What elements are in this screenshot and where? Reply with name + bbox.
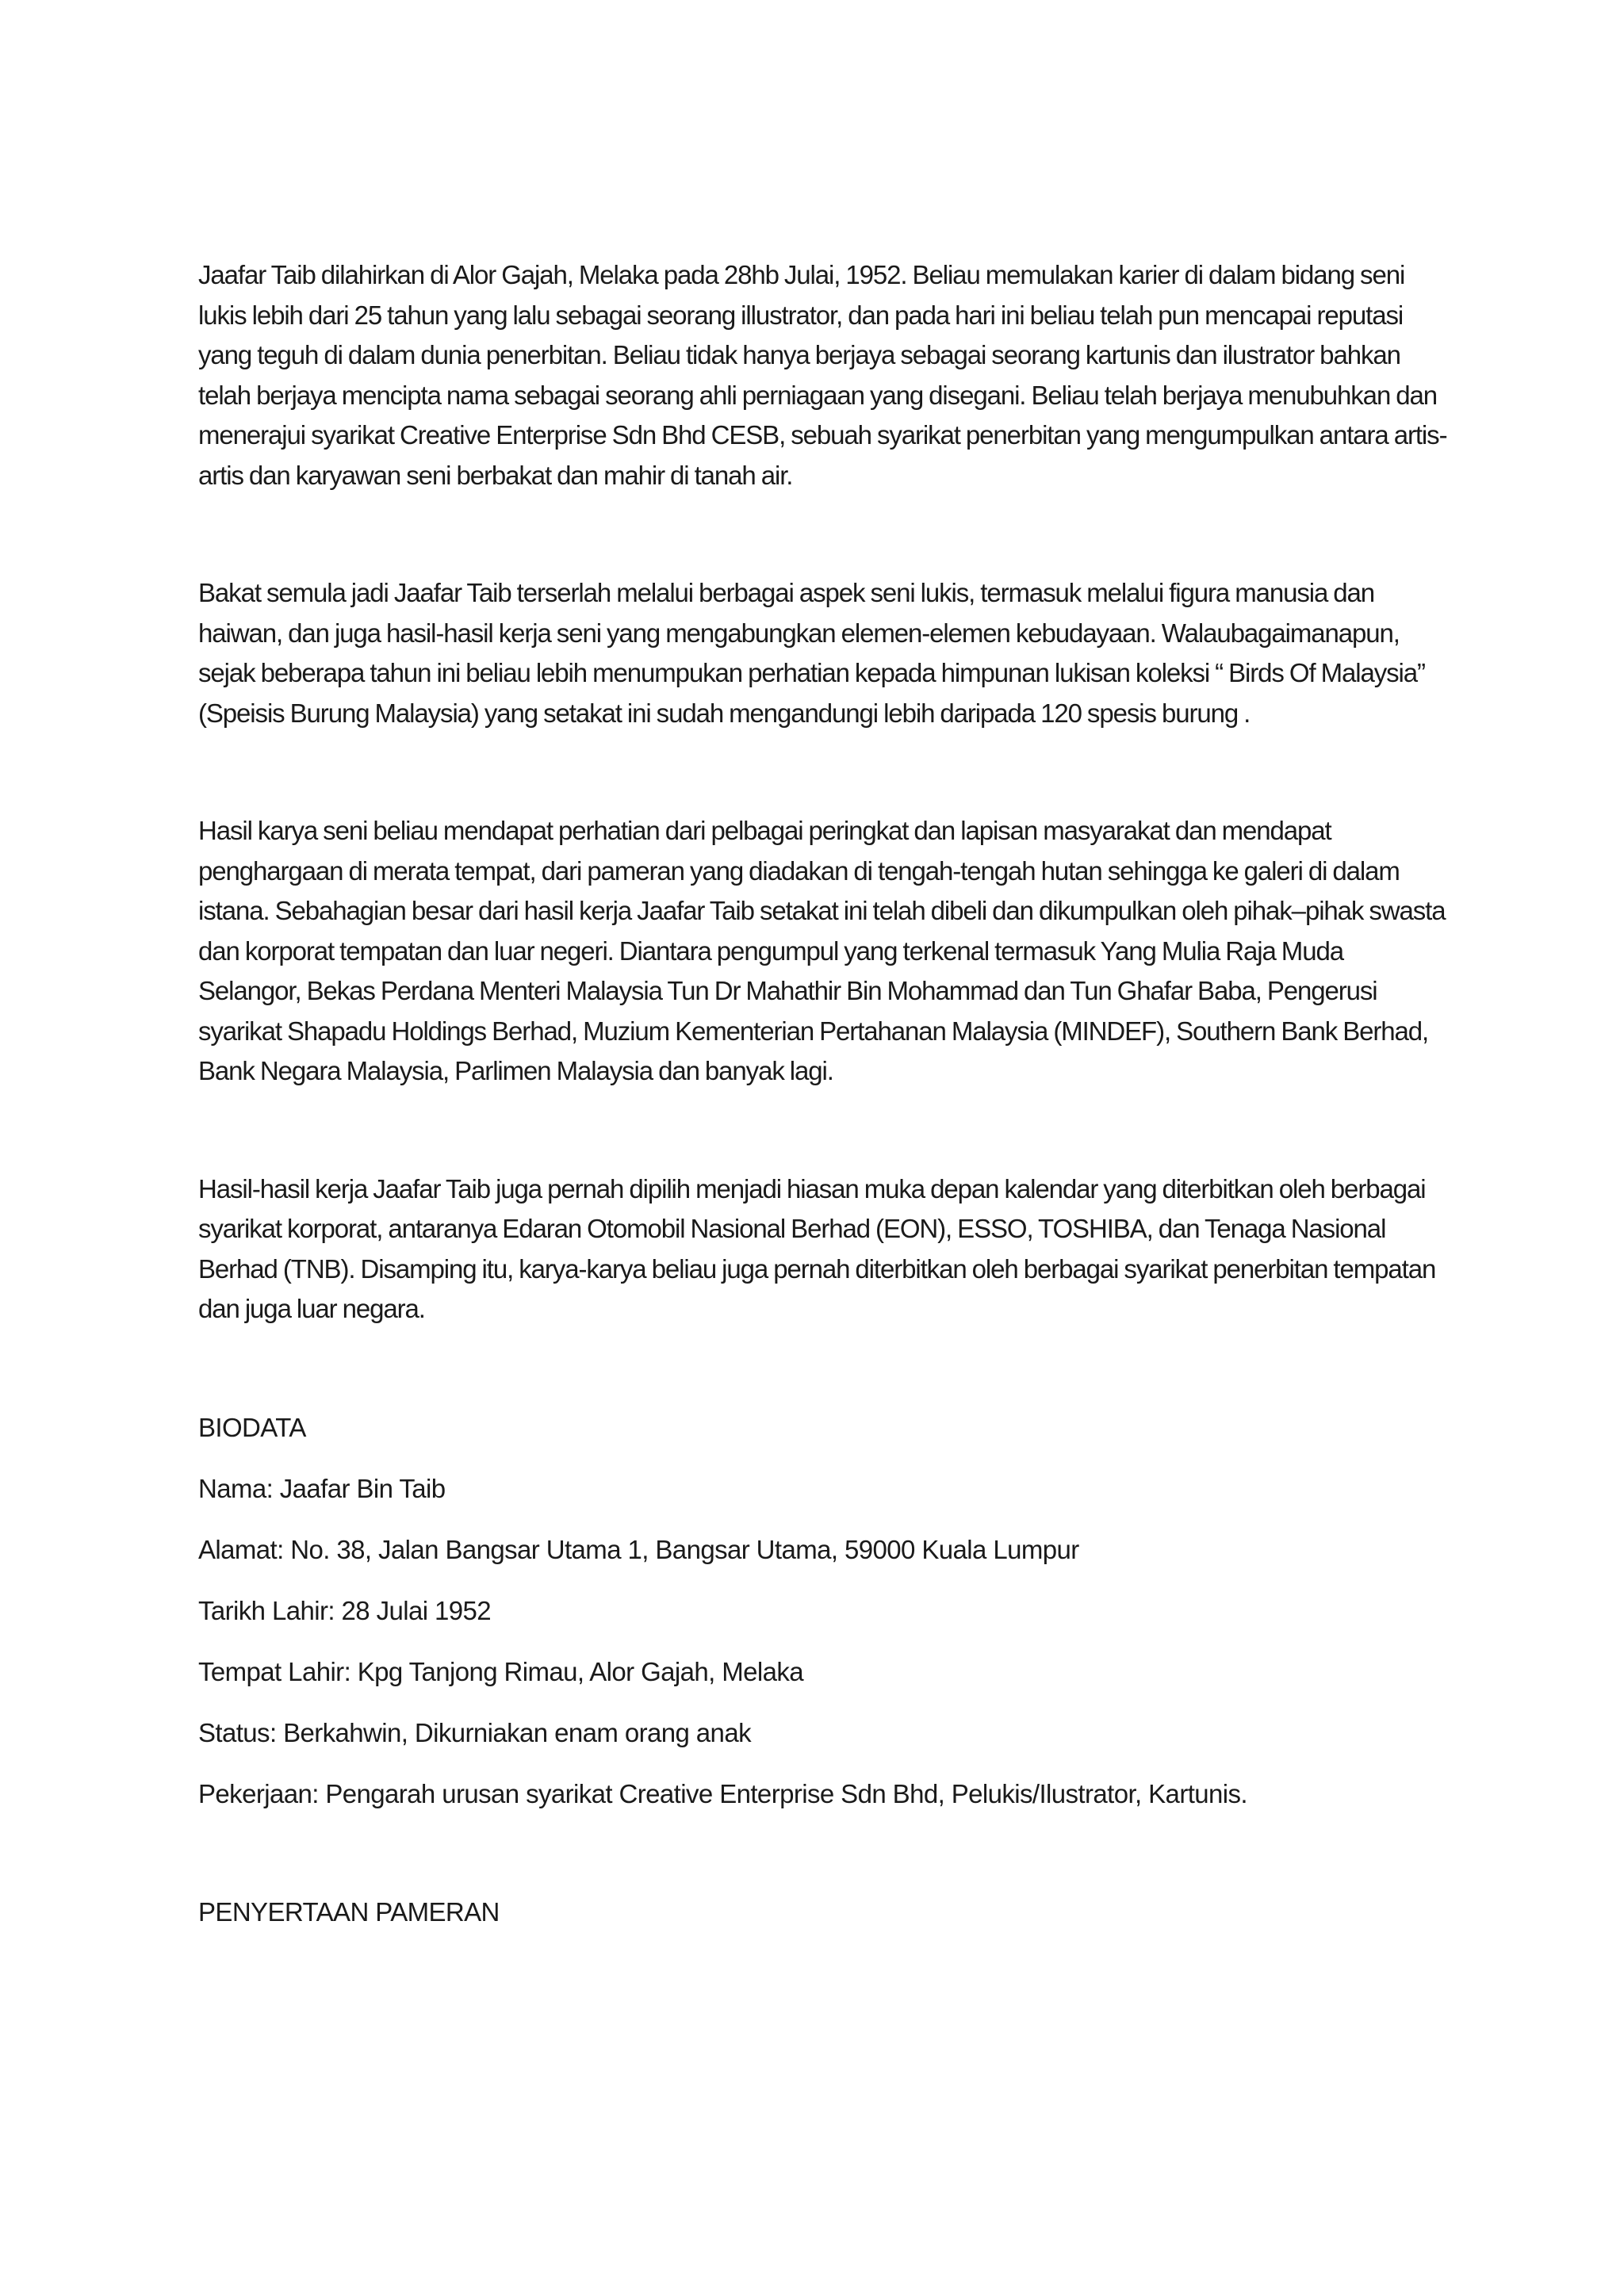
line-spacer [198,1509,1451,1530]
line-spacer [198,1753,1451,1774]
biodata-address: Alamat: No. 38, Jalan Bangsar Utama 1, Bangsar Utama, 59000 Kuala Lumpur [198,1534,1079,1564]
line-spacer [198,1570,1451,1591]
line-spacer [198,1631,1451,1652]
paragraph-spacer [198,1092,1451,1169]
biodata-birth-place: Tempat Lahir: Kpg Tanjong Rimau, Alor Gajah, Melaka [198,1656,804,1686]
biodata-heading: BIODATA [198,1412,306,1442]
biodata-status: Status: Berkahwin, Dikurniakan enam orang anak [198,1717,751,1747]
paragraph-introduction: Jaafar Taib dilahirkan di Alor Gajah, Melaka pada 28hb Julai, 1952. Beliau memulakan karier di dalam bidang seni lukis lebih dari 25 tahun yang lalu sebagai seorang illustrator, dan pada hari ini beliau telah pun mencapai reputasi yang teguh di dalam dunia penerbitan. Beliau tidak hanya berjaya sebagai seorang kartunis dan ilustrator bahkan telah berjaya mencipta nama sebagai seorang ahli perniagaan yang disegani. Beliau telah berjaya menubuhkan dan menerajui syarikat Creative Enterprise Sdn Bhd CESB, sebuah syarikat penerbitan yang mengumpulkan antara artis-artis dan karyawan seni berbakat dan mahir di tanah air. [198,260,1447,490]
biodata-occupation: Pekerjaan: Pengarah urusan syarikat Creative Enterprise Sdn Bhd, Pelukis/Ilustrator, Kartunis. [198,1778,1247,1808]
paragraph-talent: Bakat semula jadi Jaafar Taib terserlah melalui berbagai aspek seni lukis, termasuk melalui figura manusia dan haiwan, dan juga hasil-hasil kerja seni yang mengabungkan elemen-elemen kebudayaan. Walaubagaimanapun, sejak beberapa tahun ini beliau lebih menumpukan perhatian kepada himpunan lukisan koleksi “ Birds Of Malaysia” (Speisis Burung Malaysia) yang setakat ini sudah mengandungi lebih daripada 120 spesis burung . [198,578,1425,728]
section-spacer [198,1814,1451,1892]
section-spacer [198,1448,1451,1469]
line-spacer [198,1692,1451,1713]
paragraph-spacer [198,733,1451,811]
paragraph-spacer [198,496,1451,573]
exhibition-heading: PENYERTAAN PAMERAN [198,1896,500,1927]
paragraph-collectors: Hasil karya seni beliau mendapat perhatian dari pelbagai peringkat dan lapisan masyarakat dan mendapat penghargaan di merata tempat, dari pameran yang diadakan di tengah-tengah hutan sehingga ke galeri di dalam istana. Sebahagian besar dari hasil kerja Jaafar Taib setakat ini telah dibeli dan dikumpulkan oleh pihak–pihak swasta dan korporat tempatan dan luar negeri. Diantara pengumpul yang terkenal termasuk Yang Mulia Raja Muda Selangor, Bekas Perdana Menteri Malaysia Tun Dr Mahathir Bin Mohammad dan Tun Ghafar Baba, Pengerusi syarikat Shapadu Holdings Berhad, Muzium Kementerian Pertahanan Malaysia (MINDEF), Southern Bank Berhad, Bank Negara Malaysia, Parlimen Malaysia dan banyak lagi. [198,816,1446,1085]
biodata-name: Nama: Jaafar Bin Taib [198,1473,446,1503]
paragraph-calendars: Hasil-hasil kerja Jaafar Taib juga pernah dipilih menjadi hiasan muka depan kalendar yang diterbitkan oleh berbagai syarikat korporat, antaranya Edaran Otomobil Nasional Berhad (EON), ESSO, TOSHIBA, dan Tenaga Nasional Berhad (TNB). Disamping itu, karya-karya beliau juga pernah diterbitkan oleh berbagai syarikat penerbitan tempatan dan juga luar negara. [198,1173,1436,1323]
biodata-birth-date: Tarikh Lahir: 28 Julai 1952 [198,1595,492,1625]
document-body [198,255,1451,1932]
section-spacer [198,1330,1451,1408]
